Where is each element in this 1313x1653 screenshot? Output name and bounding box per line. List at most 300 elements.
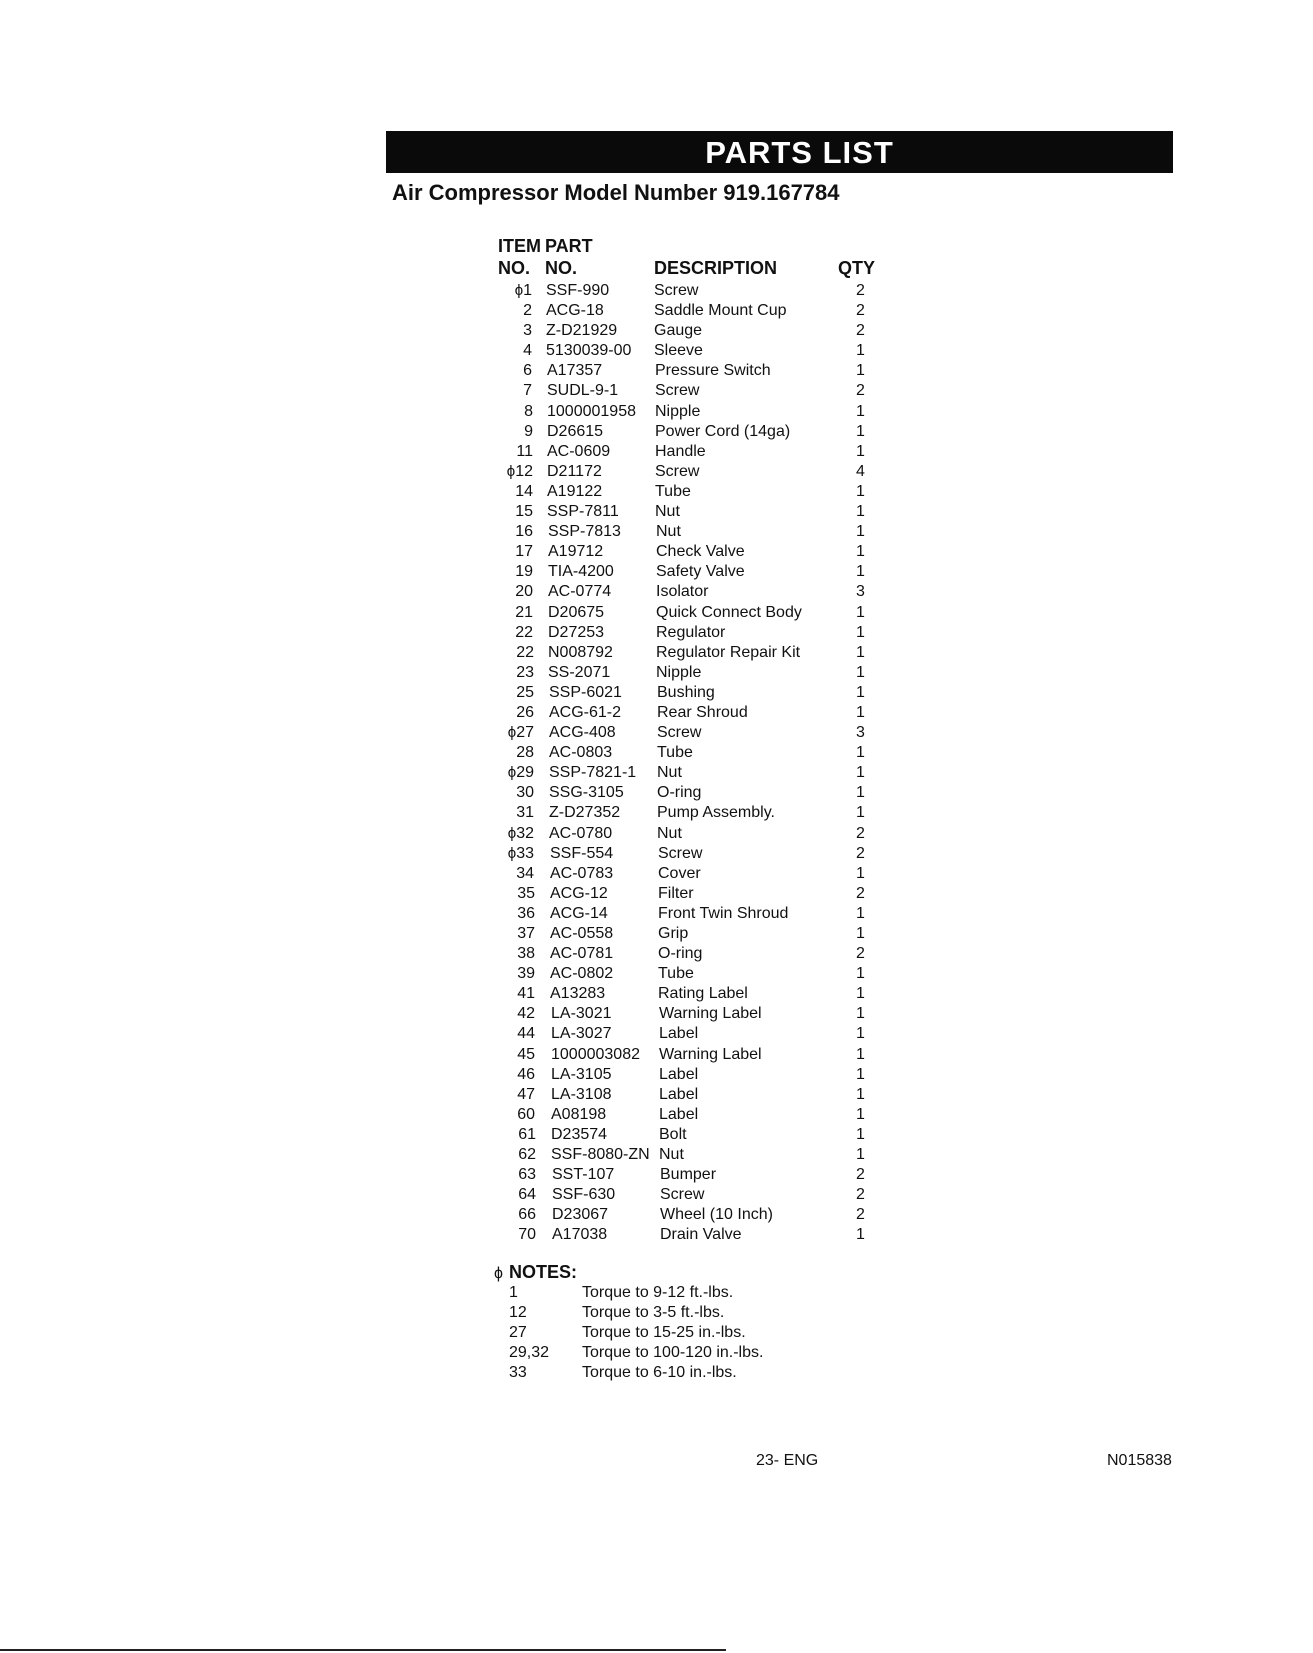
item-number <box>495 964 535 984</box>
part-number: SSF-554 <box>550 844 614 862</box>
part-quantity: 2 <box>856 884 865 902</box>
item-number <box>496 1185 536 1205</box>
item-number-text: 64 <box>518 1186 536 1204</box>
part-number: SSG-3105 <box>549 784 624 802</box>
part-number: AC-0802 <box>550 965 614 983</box>
part-quantity: 1 <box>856 683 865 701</box>
part-quantity: 2 <box>856 302 865 320</box>
part-number: N008792 <box>548 643 613 661</box>
phi-symbol: ϕ <box>507 824 517 842</box>
item-number <box>492 341 532 361</box>
table-row <box>0 522 1313 542</box>
item-number-text: 26 <box>516 703 534 721</box>
item-number <box>493 462 533 482</box>
item-number-text: 17 <box>515 543 533 561</box>
part-number: 1000003082 <box>551 1045 640 1063</box>
table-row <box>0 1205 1313 1225</box>
item-number <box>493 482 533 502</box>
part-number: 1000001958 <box>547 402 636 420</box>
item-number <box>492 321 532 341</box>
notes-title <box>494 1262 577 1283</box>
part-description: Tube <box>658 965 694 983</box>
part-number: D23067 <box>552 1206 609 1224</box>
item-number <box>495 1004 535 1024</box>
item-number-text: 19 <box>515 563 533 581</box>
part-description: Filter <box>658 884 694 902</box>
table-row <box>0 502 1313 522</box>
part-description: Cover <box>658 864 701 882</box>
part-number: SSF-990 <box>546 282 610 299</box>
part-quantity: 1 <box>856 342 865 360</box>
table-row <box>0 1004 1313 1024</box>
item-number-text: 16 <box>515 523 533 541</box>
table-row <box>0 542 1313 562</box>
table-row <box>0 683 1313 703</box>
item-number-text: 39 <box>517 965 535 983</box>
part-number: AC-0609 <box>547 442 611 460</box>
item-number <box>494 844 534 864</box>
part-number: LA-3108 <box>551 1085 612 1103</box>
item-number <box>494 763 534 783</box>
part-description: Regulator <box>656 623 726 641</box>
part-description: Screw <box>655 462 700 480</box>
item-number-text: 22 <box>515 623 533 641</box>
part-quantity: 1 <box>856 663 865 681</box>
item-number-text: 37 <box>517 925 535 942</box>
item-number <box>496 1225 536 1245</box>
item-number-text: 22 <box>516 643 534 661</box>
phi-symbol: ϕ <box>506 462 516 480</box>
part-quantity: 1 <box>856 985 865 1003</box>
part-quantity: 1 <box>856 1085 865 1103</box>
table-row <box>0 783 1313 803</box>
part-description: Front Twin Shroud <box>658 904 789 922</box>
part-number: SST-107 <box>552 1166 615 1184</box>
phi-symbol: ϕ <box>507 764 517 782</box>
phi-symbol: ϕ <box>494 1265 503 1282</box>
part-number: SUDL-9-1 <box>547 382 619 400</box>
part-description: Warning Label <box>659 1045 762 1063</box>
part-quantity: 1 <box>856 563 865 581</box>
table-row <box>0 301 1313 321</box>
part-number: ACG-14 <box>550 904 608 922</box>
table-row <box>0 321 1313 341</box>
item-number <box>492 381 532 401</box>
part-quantity: 1 <box>856 643 865 661</box>
item-number <box>495 1105 535 1125</box>
part-description: Label <box>659 1105 699 1123</box>
item-number <box>496 1205 536 1225</box>
table-row <box>0 884 1313 904</box>
table-row <box>0 1145 1313 1165</box>
item-number <box>496 1165 536 1185</box>
part-quantity: 1 <box>856 1146 865 1164</box>
table-row <box>0 482 1313 502</box>
part-description: Wheel (10 Inch) <box>660 1206 773 1224</box>
part-description: Nipple <box>656 663 702 681</box>
note-row <box>0 1363 1313 1383</box>
table-row <box>0 603 1313 623</box>
part-description: Regulator Repair Kit <box>656 643 801 661</box>
part-number: A17038 <box>552 1226 608 1244</box>
item-number <box>495 1024 535 1044</box>
item-number <box>493 502 533 522</box>
part-number: SSF-8080-ZN <box>551 1146 650 1164</box>
part-description: Drain Valve <box>660 1226 742 1244</box>
table-row <box>0 402 1313 422</box>
item-number-text: 6 <box>523 362 532 380</box>
part-quantity: 2 <box>856 1206 865 1224</box>
part-quantity: 1 <box>856 623 865 641</box>
part-description: Bumper <box>660 1166 717 1184</box>
part-number: AC-0558 <box>550 925 614 942</box>
item-number-text: 25 <box>516 683 534 701</box>
note-item-numbers: 33 <box>509 1364 527 1381</box>
part-quantity: 1 <box>856 402 865 420</box>
item-number <box>494 703 534 723</box>
item-number <box>494 723 534 743</box>
part-description: Label <box>659 1085 699 1103</box>
item-number-text: 27 <box>516 724 534 742</box>
note-row <box>0 1283 1313 1303</box>
item-number <box>495 904 535 924</box>
part-number: ACG-12 <box>550 884 608 902</box>
note-row <box>0 1323 1313 1343</box>
note-item-numbers: 12 <box>509 1304 527 1321</box>
part-number: LA-3105 <box>551 1065 612 1083</box>
note-item-numbers: 29,32 <box>509 1344 550 1361</box>
item-number-text: 70 <box>518 1226 536 1244</box>
item-number-text: 45 <box>517 1045 535 1063</box>
table-row <box>0 442 1313 462</box>
part-quantity: 1 <box>856 744 865 762</box>
part-quantity: 1 <box>856 603 865 621</box>
bottom-rule <box>0 1649 726 1651</box>
part-quantity: 1 <box>856 864 865 882</box>
item-number <box>495 1065 535 1085</box>
part-description: Screw <box>654 282 699 299</box>
table-row <box>0 1185 1313 1205</box>
note-row <box>0 1343 1313 1363</box>
part-number: D26615 <box>547 422 604 440</box>
part-number: AC-0774 <box>548 583 612 601</box>
item-number <box>493 442 533 462</box>
item-number <box>494 824 534 844</box>
part-description: Tube <box>657 744 693 762</box>
part-number: A19712 <box>548 543 604 561</box>
part-description: Bolt <box>659 1125 687 1143</box>
part-description: Power Cord (14ga) <box>655 422 791 440</box>
part-quantity: 1 <box>856 784 865 802</box>
model-title: Air Compressor Model Number 919.167784 <box>392 180 840 205</box>
part-description: Pump Assembly. <box>657 804 775 822</box>
table-row <box>0 1065 1313 1085</box>
part-quantity: 1 <box>856 482 865 500</box>
table-row <box>0 763 1313 783</box>
table-row <box>0 924 1313 944</box>
table-row <box>0 803 1313 823</box>
part-quantity: 2 <box>856 844 865 862</box>
part-description: Sleeve <box>654 342 703 360</box>
item-number-text: 23 <box>516 663 534 681</box>
table-row <box>0 462 1313 482</box>
part-description: Safety Valve <box>656 563 745 581</box>
part-description: Nut <box>657 764 682 782</box>
item-number-text: 60 <box>517 1105 535 1123</box>
part-description: Screw <box>655 382 700 400</box>
table-row <box>0 964 1313 984</box>
item-number-text: 33 <box>516 844 534 862</box>
part-number: AC-0783 <box>550 864 614 882</box>
table-row <box>0 422 1313 442</box>
item-number-text: 9 <box>524 422 533 440</box>
table-row <box>0 1165 1313 1185</box>
item-number <box>492 281 532 301</box>
banner-title: PARTS LIST <box>705 135 894 170</box>
part-number: AC-0781 <box>550 945 614 963</box>
item-number-text: 32 <box>516 824 534 842</box>
note-item-numbers: 27 <box>509 1324 527 1341</box>
part-description: Screw <box>658 844 703 862</box>
item-number <box>494 663 534 683</box>
item-number-text: 8 <box>524 402 533 420</box>
item-number <box>495 984 535 1004</box>
part-description: Screw <box>660 1186 705 1204</box>
part-quantity: 1 <box>856 422 865 440</box>
part-description: Nipple <box>655 402 701 420</box>
part-quantity: 2 <box>856 382 865 400</box>
part-number: A17357 <box>547 362 603 380</box>
part-description: Rear Shroud <box>657 703 748 721</box>
part-description: Saddle Mount Cup <box>654 302 787 320</box>
table-row <box>0 663 1313 683</box>
note-item-numbers: 1 <box>509 1284 518 1301</box>
item-number-text: 12 <box>515 462 533 480</box>
document-code: N015838 <box>1107 1452 1172 1469</box>
part-number: D23574 <box>551 1125 608 1143</box>
note-text: Torque to 3-5 ft.-lbs. <box>582 1304 725 1321</box>
item-number <box>494 803 534 823</box>
part-number: SSP-7813 <box>548 523 621 541</box>
part-quantity: 1 <box>856 904 865 922</box>
part-number: A13283 <box>550 985 606 1003</box>
item-number <box>495 924 535 944</box>
part-quantity: 1 <box>856 764 865 782</box>
item-number-text: 14 <box>515 482 533 500</box>
part-quantity: 2 <box>856 1186 865 1204</box>
item-number <box>494 743 534 763</box>
part-description: Bushing <box>657 683 715 701</box>
table-row <box>0 361 1313 381</box>
item-number-text: 63 <box>518 1166 536 1184</box>
part-quantity: 2 <box>856 322 865 340</box>
item-number-text: 47 <box>517 1085 535 1103</box>
part-number: AC-0803 <box>549 744 613 762</box>
part-description: Grip <box>658 925 689 942</box>
table-row <box>0 904 1313 924</box>
item-header-line1: ITEM <box>498 236 541 256</box>
part-description: Gauge <box>654 322 703 340</box>
qty-header: QTY <box>838 258 876 278</box>
part-description: Rating Label <box>658 985 748 1003</box>
phi-symbol: ϕ <box>507 844 517 862</box>
item-number <box>493 402 533 422</box>
part-quantity: 1 <box>856 1065 865 1083</box>
part-quantity: 1 <box>856 1045 865 1063</box>
item-number <box>494 783 534 803</box>
part-number: ACG-61-2 <box>549 703 622 721</box>
table-row <box>0 743 1313 763</box>
item-number <box>496 1125 536 1145</box>
item-number <box>494 864 534 884</box>
part-number: LA-3021 <box>551 1005 612 1023</box>
part-number: TIA-4200 <box>548 563 614 581</box>
item-number-text: 28 <box>516 744 534 762</box>
part-quantity: 2 <box>856 945 865 963</box>
item-number-text: 21 <box>515 603 533 621</box>
table-row <box>0 643 1313 663</box>
part-quantity: 1 <box>856 543 865 561</box>
part-number: SSP-7821-1 <box>549 764 637 782</box>
part-number: A19122 <box>547 482 603 500</box>
notes-list <box>0 1283 1313 1383</box>
part-description: Quick Connect Body <box>656 603 802 621</box>
item-number <box>493 582 533 602</box>
part-description: Isolator <box>656 583 709 601</box>
table-row <box>0 1045 1313 1065</box>
table-row <box>0 984 1313 1004</box>
part-quantity: 1 <box>856 1105 865 1123</box>
table-row <box>0 824 1313 844</box>
table-row <box>0 281 1313 301</box>
item-number <box>493 422 533 442</box>
part-description: Warning Label <box>659 1005 762 1023</box>
part-number: Z-D21929 <box>546 322 618 340</box>
table-row <box>0 703 1313 723</box>
part-quantity: 1 <box>856 1226 865 1244</box>
item-number <box>492 361 532 381</box>
part-quantity: 3 <box>856 583 865 601</box>
item-number <box>496 1145 536 1165</box>
table-row <box>0 864 1313 884</box>
item-number-text: 41 <box>517 985 535 1003</box>
part-number: ACG-408 <box>549 724 616 742</box>
table-row <box>0 1125 1313 1145</box>
item-number <box>495 1045 535 1065</box>
item-number <box>495 884 535 904</box>
part-quantity: 1 <box>856 1005 865 1023</box>
item-number-text: 38 <box>517 945 535 963</box>
part-quantity: 4 <box>856 462 865 480</box>
part-description: Tube <box>655 482 691 500</box>
table-row <box>0 582 1313 602</box>
item-number-text: 3 <box>523 322 532 340</box>
item-number-text: 31 <box>516 804 534 822</box>
note-row <box>0 1303 1313 1323</box>
part-quantity: 2 <box>856 282 865 299</box>
part-number: SS-2071 <box>548 663 611 681</box>
table-row <box>0 1024 1313 1044</box>
item-header-line2: NO. <box>498 258 531 278</box>
part-description: Screw <box>657 724 702 742</box>
description-header: DESCRIPTION <box>654 258 778 278</box>
part-quantity: 1 <box>856 703 865 721</box>
part-header-line1: PART <box>545 236 593 256</box>
part-number: SSP-6021 <box>549 683 622 701</box>
note-text: Torque to 6-10 in.-lbs. <box>582 1364 737 1381</box>
item-number-text: 15 <box>515 503 533 521</box>
part-number: 5130039-00 <box>546 342 632 360</box>
part-description: O-ring <box>658 945 703 963</box>
part-quantity: 1 <box>856 804 865 822</box>
item-number-text: 1 <box>523 282 532 299</box>
item-number-text: 35 <box>517 884 535 902</box>
page-number: 23- ENG <box>756 1452 819 1469</box>
part-description: Pressure Switch <box>655 362 771 380</box>
part-number: ACG-18 <box>546 302 604 320</box>
item-number-text: 42 <box>517 1005 535 1023</box>
note-text: Torque to 100-120 in.-lbs. <box>582 1344 764 1361</box>
item-number-text: 36 <box>517 904 535 922</box>
part-description: Label <box>659 1065 699 1083</box>
item-number <box>493 522 533 542</box>
table-row <box>0 381 1313 401</box>
table-row <box>0 1105 1313 1125</box>
item-number-text: 44 <box>517 1025 535 1043</box>
item-number-text: 29 <box>516 764 534 782</box>
item-number <box>494 683 534 703</box>
part-description: O-ring <box>657 784 702 802</box>
item-number-text: 4 <box>523 342 532 360</box>
parts-list-banner <box>386 131 1173 173</box>
table-row <box>0 1085 1313 1105</box>
note-text: Torque to 9-12 ft.-lbs. <box>582 1284 734 1301</box>
item-number <box>493 542 533 562</box>
table-row <box>0 844 1313 864</box>
table-row <box>0 341 1313 361</box>
item-number <box>493 603 533 623</box>
part-number: D27253 <box>548 623 605 641</box>
part-number: D21172 <box>547 462 602 480</box>
item-number <box>495 944 535 964</box>
item-number <box>495 1085 535 1105</box>
part-description: Handle <box>655 442 706 460</box>
item-number-text: 66 <box>518 1206 536 1224</box>
part-number: Z-D27352 <box>549 804 621 822</box>
part-number: D20675 <box>548 603 605 621</box>
part-description: Nut <box>656 523 681 541</box>
part-header-line2: NO. <box>545 258 578 278</box>
part-description: Nut <box>655 503 680 521</box>
part-quantity: 1 <box>856 1125 865 1143</box>
item-number-text: 61 <box>518 1125 536 1143</box>
item-number <box>493 623 533 643</box>
part-description: Label <box>659 1025 699 1043</box>
table-row <box>0 723 1313 743</box>
item-number-text: 34 <box>516 864 534 882</box>
phi-symbol: ϕ <box>507 724 517 742</box>
table-row <box>0 623 1313 643</box>
item-number-text: 2 <box>523 302 532 320</box>
part-number: A08198 <box>551 1105 607 1123</box>
item-number <box>493 562 533 582</box>
part-quantity: 1 <box>856 1025 865 1043</box>
part-quantity: 1 <box>856 503 865 521</box>
part-description: Check Valve <box>656 543 745 561</box>
part-quantity: 1 <box>856 523 865 541</box>
item-number-text: 30 <box>516 784 534 802</box>
table-row <box>0 944 1313 964</box>
